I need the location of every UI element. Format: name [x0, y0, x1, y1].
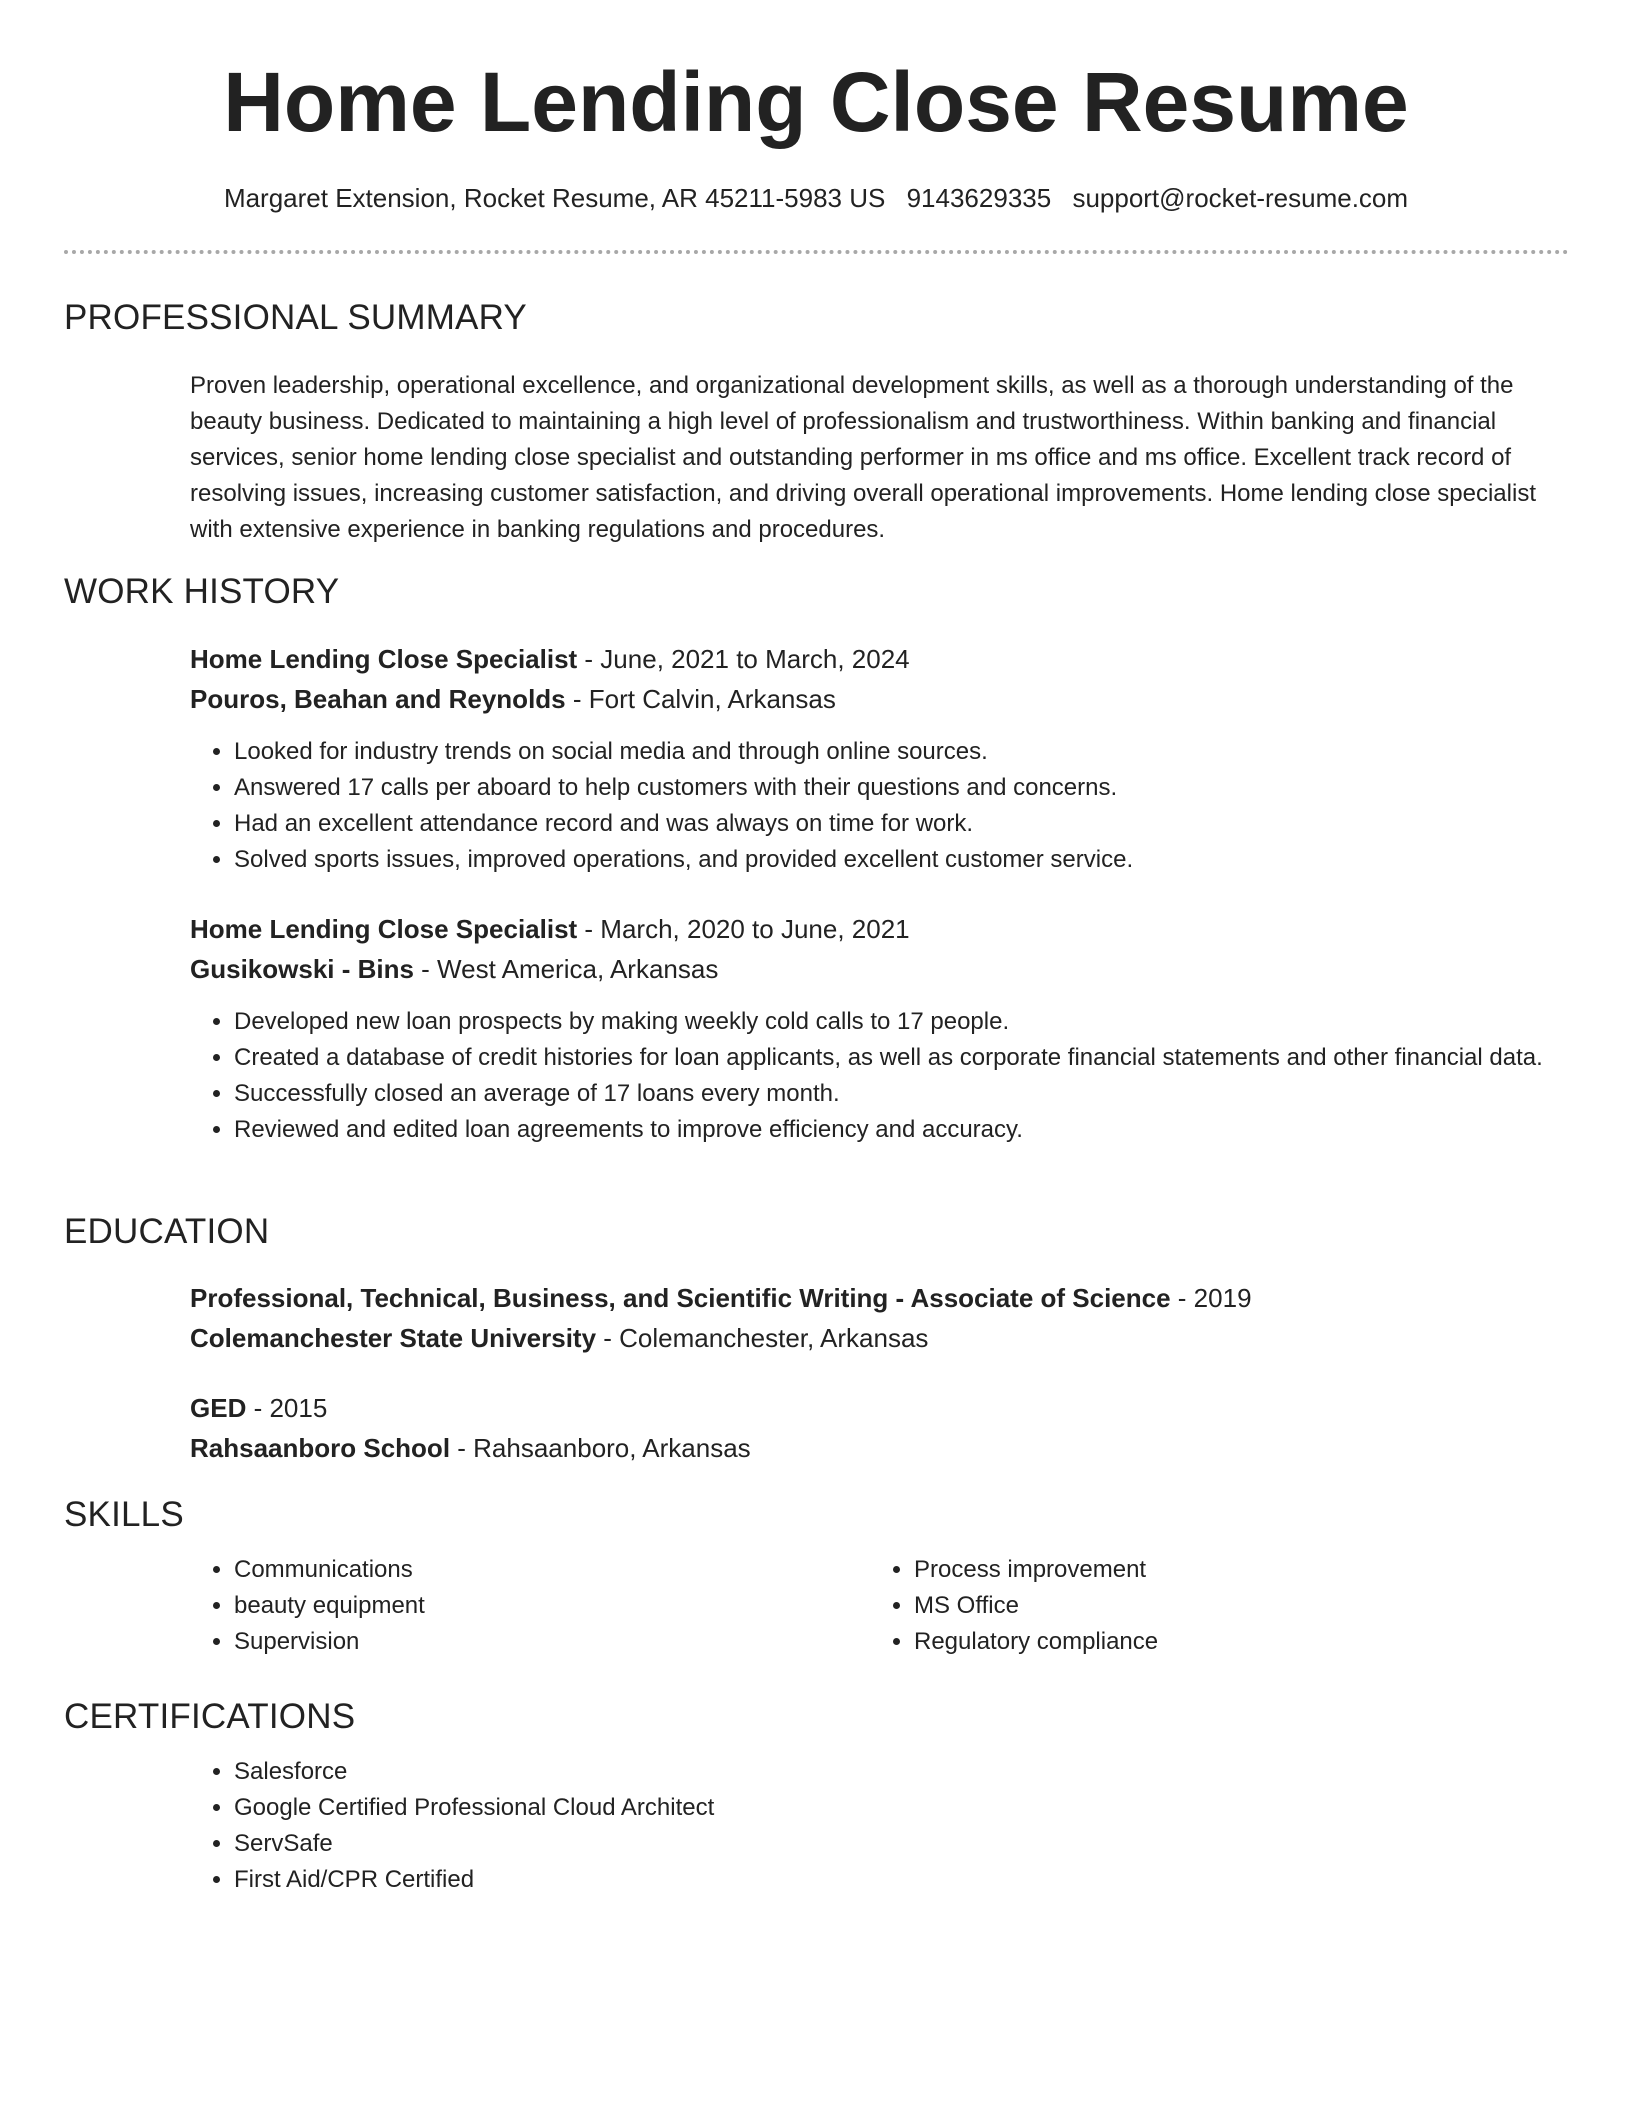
- certifications-heading: CERTIFICATIONS: [64, 1697, 356, 1736]
- job-2-title: Home Lending Close Specialist: [190, 914, 578, 944]
- job-1-company: Pouros, Beahan and Reynolds: [190, 684, 566, 714]
- education-1-degree-line: [190, 1280, 1570, 1316]
- work-history-heading: WORK HISTORY: [64, 572, 340, 611]
- job-2-company: Gusikowski - Bins: [190, 954, 414, 984]
- education-2-school-line: [190, 1430, 1570, 1466]
- education-heading: EDUCATION: [64, 1212, 270, 1251]
- skills-heading: SKILLS: [64, 1495, 184, 1534]
- list-item: • Answered 17 calls per aboard to help customers with their questions and concerns.: [234, 770, 1614, 806]
- list-item: • Google Certified Professional Cloud Architect: [234, 1790, 1614, 1826]
- education-1-school: Colemanchester State University: [190, 1323, 597, 1353]
- list-item: • ServSafe: [234, 1826, 1614, 1862]
- education-2-degree: GED: [190, 1393, 247, 1423]
- list-item: • Regulatory compliance: [914, 1624, 1554, 1660]
- skills-list-left: [190, 1552, 874, 1660]
- job-1-bullets: [190, 734, 1614, 878]
- list-item: • Successfully closed an average of 17 loans every month.: [234, 1076, 1614, 1112]
- list-item: • MS Office: [914, 1588, 1554, 1624]
- contact-line: [0, 182, 1632, 214]
- list-item: • Created a database of credit histories for loan applicants, as well as corporate financial statements and other financial data.: [234, 1040, 1614, 1076]
- contact-address: Margaret Extension, Rocket Resume, AR 45211-5983 US: [223, 183, 886, 213]
- education-2-year: - 2015: [246, 1393, 328, 1423]
- education-2-school: Rahsaanboro School: [190, 1433, 451, 1463]
- list-item: • Solved sports issues, improved operations, and provided excellent customer service.: [234, 842, 1614, 878]
- list-item: • First Aid/CPR Certified: [234, 1862, 1614, 1898]
- education-1-location: - Colemanchester, Arkansas: [596, 1323, 929, 1353]
- list-item: • Looked for industry trends on social media and through online sources.: [234, 734, 1614, 770]
- certifications-list: [190, 1754, 1614, 1898]
- job-1-dates: - June, 2021 to March, 2024: [577, 644, 910, 674]
- skills-list-right: [870, 1552, 1554, 1660]
- education-2-degree-line: [190, 1390, 1570, 1426]
- contact-email: support@rocket-resume.com: [1072, 183, 1409, 213]
- resume-title: Home Lending Close Resume: [223, 55, 1409, 149]
- education-2-location: - Rahsaanboro, Arkansas: [450, 1433, 751, 1463]
- job-2-title-line: [190, 911, 1570, 947]
- list-item: • Process improvement: [914, 1552, 1554, 1588]
- list-item: • Supervision: [234, 1624, 874, 1660]
- list-item: • Reviewed and edited loan agreements to improve efficiency and accuracy.: [234, 1112, 1614, 1148]
- education-1-school-line: [190, 1320, 1570, 1356]
- contact-phone: 9143629335: [906, 183, 1052, 213]
- list-item: • Developed new loan prospects by making weekly cold calls to 17 people.: [234, 1004, 1614, 1040]
- education-1-degree: Professional, Technical, Business, and Scientific Writing - Associate of Science: [190, 1283, 1171, 1313]
- job-2-location: - West America, Arkansas: [413, 954, 719, 984]
- list-item: • Salesforce: [234, 1754, 1614, 1790]
- job-2-company-line: [190, 951, 1570, 987]
- job-1-location: - Fort Calvin, Arkansas: [565, 684, 836, 714]
- job-1-title: Home Lending Close Specialist: [190, 644, 578, 674]
- education-1-year: - 2019: [1170, 1283, 1252, 1313]
- list-item: • beauty equipment: [234, 1588, 874, 1624]
- header-divider: [64, 250, 1569, 254]
- job-2-bullets: [190, 1004, 1614, 1148]
- summary-text: Proven leadership, operational excellence, and organizational development skills, as well as a thorough understanding of the beauty business. Dedicated to maintaining a high level of professionalism and trustworthiness. Within banking and financial services, senior home lending close specialist and outstanding performer in ms office and ms office. Excellent track record of resolving issues, increasing customer satisfaction, and driving overall operational improvements. Home lending close specialist with extensive experience in banking regulations and procedures.: [190, 372, 1536, 543]
- list-item: • Had an excellent attendance record and was always on time for work.: [234, 806, 1614, 842]
- summary-heading: PROFESSIONAL SUMMARY: [64, 298, 527, 337]
- job-1-title-line: [190, 641, 1570, 677]
- job-2-dates: - March, 2020 to June, 2021: [577, 914, 910, 944]
- list-item: • Communications: [234, 1552, 874, 1588]
- job-1-company-line: [190, 681, 1570, 717]
